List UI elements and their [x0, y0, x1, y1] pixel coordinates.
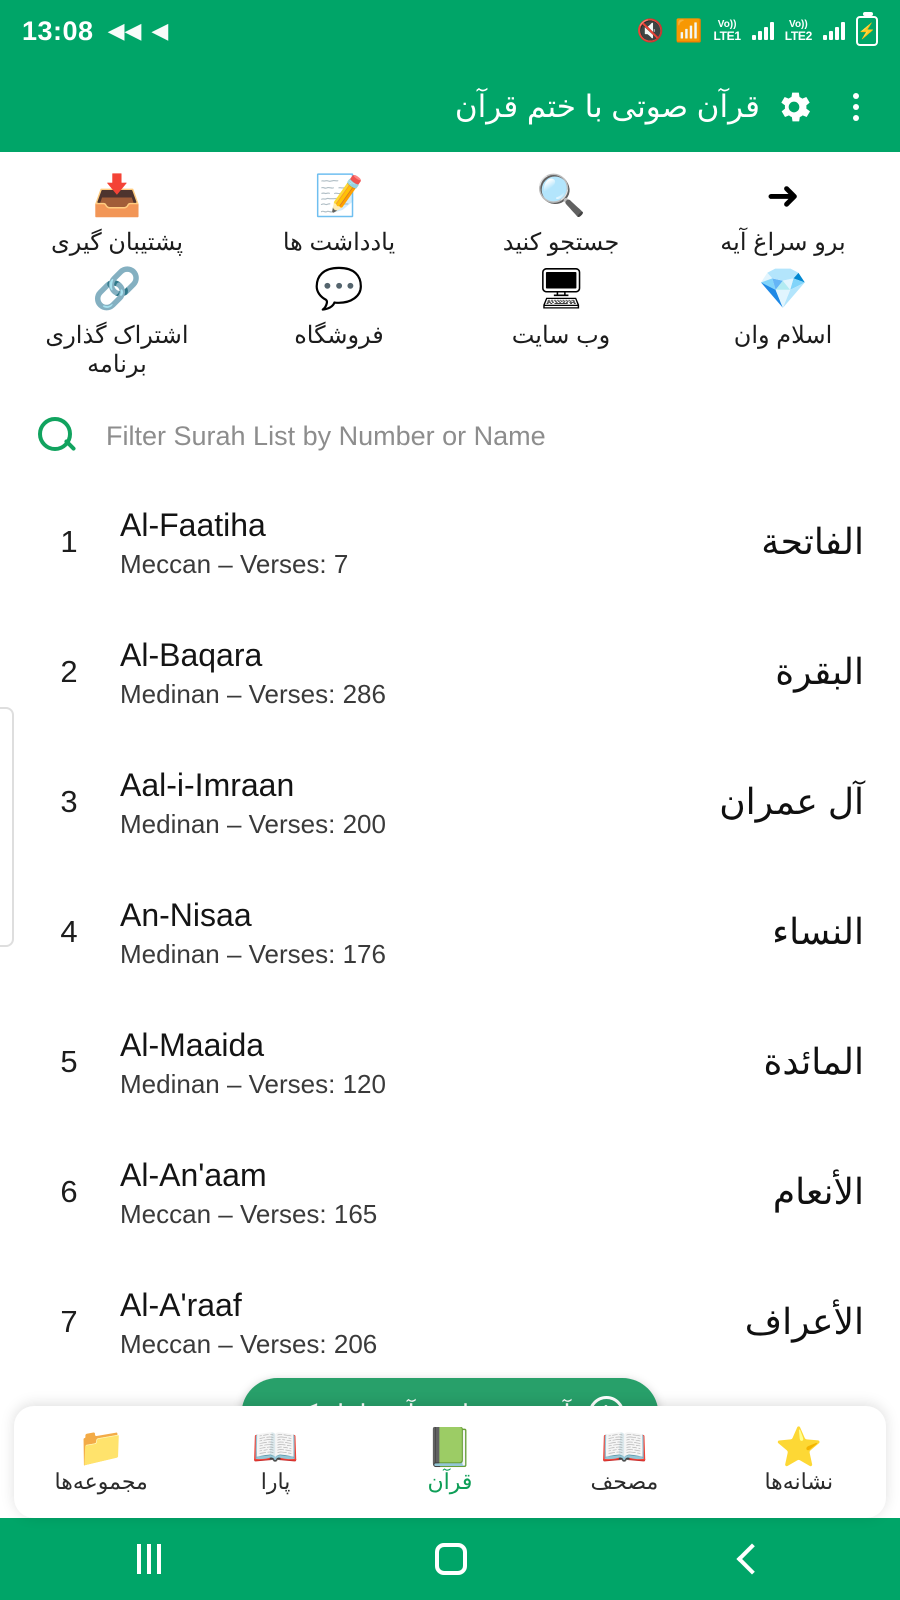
surah-number: 6	[60, 1174, 78, 1209]
wifi-icon: 📶	[675, 18, 703, 43]
open-book-icon: 📖	[251, 1427, 300, 1469]
surah-meta: Medinan – Verses: 176	[120, 938, 386, 969]
surah-name-ar: المائدة	[763, 1041, 864, 1082]
shortcut-label: فروشگاه	[294, 322, 384, 349]
table-row[interactable]	[30, 1257, 870, 1387]
nav-item-mushaf[interactable]	[537, 1429, 711, 1495]
sim2-vo-label: Vo))	[789, 19, 808, 30]
sim2-indicator	[785, 20, 812, 42]
mute-icon: 🔇	[636, 18, 665, 43]
surah-meta: Medinan – Verses: 286	[120, 678, 386, 709]
shortcut-islam-one[interactable]	[683, 263, 883, 350]
chevron-left-icon: ◀◀	[107, 18, 142, 43]
surah-number: 7	[60, 1304, 78, 1339]
surah-name-ar: الأنعام	[772, 1171, 864, 1212]
surah-number: 3	[60, 784, 78, 819]
home-icon[interactable]	[435, 1543, 467, 1575]
recents-icon[interactable]	[137, 1544, 161, 1574]
shortcut-label: اشتراک گذاری برنامه	[45, 322, 189, 378]
shortcut-label: اسلام وان	[733, 322, 833, 349]
table-row[interactable]	[30, 477, 870, 607]
store-icon: 💬	[314, 267, 364, 311]
surah-name-ar: البقرة	[775, 651, 864, 692]
shortcut-go-to-ayah[interactable]	[683, 170, 883, 257]
nav-label: قرآن	[427, 1469, 473, 1494]
status-bar	[0, 0, 900, 62]
surah-names	[108, 1155, 773, 1230]
overflow-menu-button[interactable]	[836, 85, 876, 129]
shortcut-label: وب سایت	[511, 322, 611, 349]
dot-icon	[853, 104, 859, 110]
nav-label: پارا	[260, 1469, 291, 1494]
notes-icon: 📝	[314, 174, 364, 218]
surah-number: 1	[60, 524, 78, 559]
shortcut-label: برو سراغ آیه	[720, 229, 846, 256]
gear-icon	[774, 87, 814, 127]
surah-name-ar: النساء	[772, 911, 864, 952]
surah-number: 4	[60, 914, 78, 949]
table-row[interactable]	[30, 997, 870, 1127]
search-icon: 🔍	[536, 174, 586, 218]
app-bar	[0, 62, 900, 152]
surah-meta: Medinan – Verses: 200	[120, 808, 386, 839]
shortcut-share-app[interactable]	[17, 263, 217, 379]
search-input[interactable]	[106, 421, 866, 452]
shortcut-website[interactable]	[461, 263, 661, 350]
status-right-icons	[637, 16, 878, 46]
sim1-vo-label: Vo))	[717, 19, 737, 30]
surah-names	[108, 1025, 763, 1100]
surah-names	[108, 635, 775, 710]
shortcut-label: جستجو کنید	[502, 229, 620, 256]
shortcut-row-1	[6, 170, 894, 257]
shortcut-backup[interactable]	[17, 170, 217, 257]
table-row[interactable]	[30, 607, 870, 737]
page-title: قرآن صوتی با ختم قرآن	[454, 89, 760, 124]
nav-item-quran[interactable]	[363, 1429, 537, 1495]
sim1-lte-label: LTE1	[713, 29, 741, 43]
share-icon: 🔗	[92, 267, 142, 311]
back-icon[interactable]	[736, 1543, 767, 1574]
system-navigation-bar	[0, 1518, 900, 1600]
nav-label: مجموعه‌ها	[54, 1469, 148, 1494]
nav-label: مصحف	[590, 1469, 659, 1494]
diamond-icon: 💎	[758, 267, 808, 311]
surah-meta: Meccan – Verses: 206	[120, 1328, 378, 1359]
backup-icon: 📥	[92, 174, 142, 218]
sim1-indicator	[714, 20, 741, 42]
signal-bars-icon	[752, 22, 774, 40]
surah-name-en: Al-A'raaf	[120, 1286, 242, 1323]
nav-item-para[interactable]	[188, 1429, 362, 1495]
shortcut-search[interactable]	[461, 170, 661, 257]
table-row[interactable]	[30, 867, 870, 997]
surah-meta: Meccan – Verses: 165	[120, 1198, 378, 1229]
surah-name-en: Al-An'aam	[120, 1156, 267, 1193]
shortcut-store[interactable]	[239, 263, 439, 350]
surah-name-en: Al-Maaida	[120, 1026, 265, 1063]
surah-name-ar: الفاتحة	[761, 521, 864, 562]
surah-name-en: Al-Baqara	[120, 636, 263, 673]
battery-charging-icon: ⚡	[856, 16, 878, 46]
status-left-icons	[108, 20, 169, 42]
shortcut-notes[interactable]	[239, 170, 439, 257]
dot-icon	[853, 93, 859, 99]
quran-icon: 📗	[426, 1427, 474, 1469]
star-icon: ⭐	[775, 1427, 823, 1469]
drawer-edge-handle[interactable]	[0, 707, 14, 947]
chevron-left-icon: ◀	[151, 18, 169, 43]
surah-name-ar: الأعراف	[744, 1301, 864, 1342]
surah-names	[108, 1285, 745, 1360]
shortcut-grid	[0, 152, 900, 391]
surah-name-en: Al-Faatiha	[120, 506, 266, 543]
surah-meta: Meccan – Verses: 7	[120, 548, 349, 579]
signal-bars-icon	[823, 22, 845, 40]
surah-names	[108, 895, 772, 970]
nav-item-bookmarks[interactable]	[712, 1429, 886, 1495]
sim2-lte-label: LTE2	[784, 29, 812, 43]
surah-names	[108, 765, 719, 840]
status-clock: 13:08	[22, 15, 94, 46]
search-icon	[34, 413, 80, 459]
settings-button[interactable]	[774, 87, 814, 127]
nav-item-collections[interactable]	[14, 1429, 188, 1495]
nav-label: نشانه‌ها	[764, 1469, 834, 1494]
filter-bar	[0, 391, 900, 477]
surah-name-ar: آل عمران	[719, 781, 864, 822]
go-to-ayah-icon: ➜	[766, 174, 800, 218]
shortcut-label: پشتیبان گیری	[50, 229, 184, 256]
bottom-navigation	[14, 1406, 886, 1518]
shortcut-row-2	[6, 263, 894, 379]
dot-icon	[853, 115, 859, 121]
surah-number: 2	[60, 654, 78, 689]
surah-meta: Medinan – Verses: 120	[120, 1068, 386, 1099]
table-row[interactable]	[30, 1127, 870, 1257]
surah-name-en: Aal-i-Imraan	[120, 766, 295, 803]
folder-icon: 📁	[77, 1427, 125, 1469]
surah-name-en: An-Nisaa	[120, 896, 252, 933]
shortcut-label: یادداشت ها	[282, 229, 396, 256]
surah-names	[108, 505, 761, 580]
book-icon: 📖	[600, 1427, 649, 1469]
table-row[interactable]	[30, 737, 870, 867]
website-icon: 🖥	[535, 267, 587, 311]
surah-number: 5	[60, 1044, 78, 1079]
